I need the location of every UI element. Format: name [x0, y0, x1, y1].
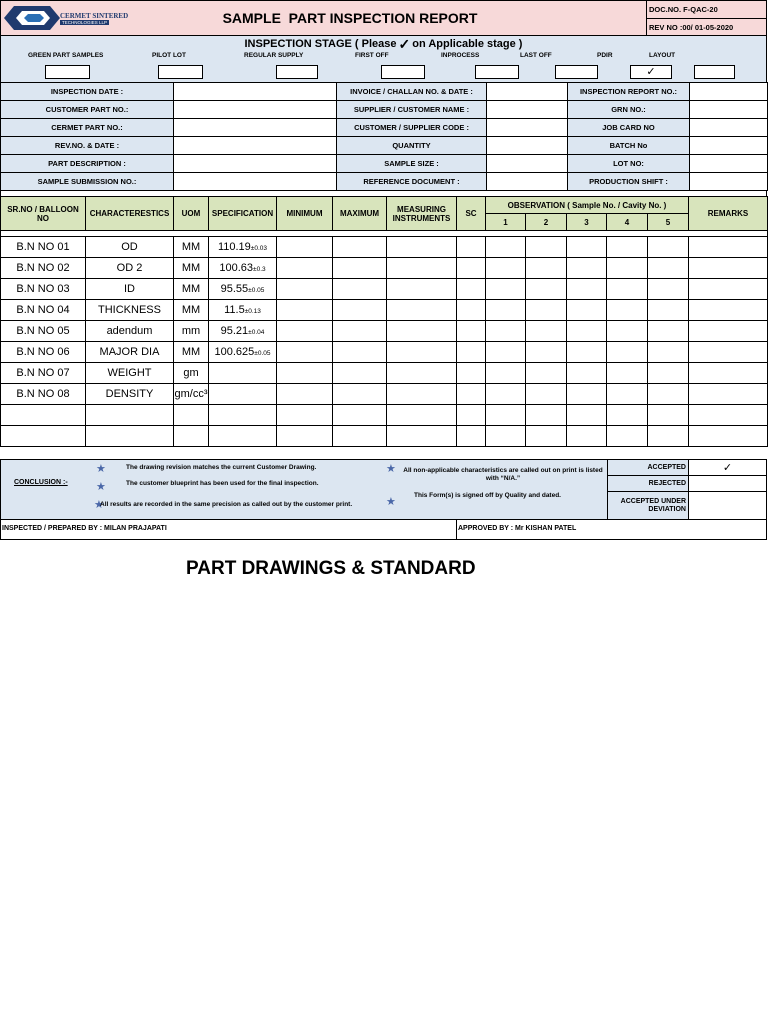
spec-value: 100.63: [219, 262, 254, 274]
info-value-middle[interactable]: [487, 119, 568, 137]
cell-maximum[interactable]: [333, 363, 387, 384]
stage-checkbox-last-off[interactable]: [555, 65, 598, 79]
cell-sc[interactable]: [457, 384, 486, 405]
cell-obs-1[interactable]: [486, 363, 526, 384]
header-maximum: MAXIMUM: [333, 197, 387, 231]
star-icon: ★: [94, 499, 104, 511]
cell-specification: [209, 426, 277, 447]
cell-uom: MM: [174, 279, 209, 300]
stage-label-last-off: LAST OFF: [520, 52, 552, 59]
cell-obs-1[interactable]: [486, 426, 526, 447]
header-uom: UOM: [174, 197, 209, 231]
company-name: CERMET SINTERED: [60, 12, 129, 20]
info-label-right: BATCH No: [568, 137, 690, 155]
info-value-left[interactable]: [174, 119, 337, 137]
revision-number: REV NO :00/ 01-05-2020: [646, 18, 767, 36]
cell-obs-3[interactable]: [567, 405, 607, 426]
header-specification: SPECIFICATION: [209, 197, 277, 231]
cell-obs-4[interactable]: [607, 342, 648, 363]
cell-characteristic: adendum: [86, 321, 174, 342]
stage-label-pilot-lot: PILOT LOT: [152, 52, 186, 59]
status-deviation-label: ACCEPTED UNDER DEVIATION: [607, 491, 689, 520]
cell-minimum[interactable]: [277, 405, 333, 426]
cell-obs-2[interactable]: [526, 405, 567, 426]
cell-characteristic: OD: [86, 237, 174, 258]
cell-obs-1[interactable]: [486, 321, 526, 342]
section-title: PART DRAWINGS & STANDARD: [186, 558, 476, 579]
cell-sc[interactable]: [457, 300, 486, 321]
spec-tolerance: ±0.03: [250, 245, 268, 252]
cell-balloon-no: B.N NO 01: [1, 237, 86, 258]
info-row: [1, 119, 768, 137]
cell-obs-3[interactable]: [567, 342, 607, 363]
cell-specification: [209, 258, 277, 279]
cell-remarks[interactable]: [689, 426, 768, 447]
cell-minimum[interactable]: [277, 258, 333, 279]
header-observation: OBSERVATION ( Sample No. / Cavity No. ): [486, 197, 689, 214]
star-icon: ★: [96, 481, 106, 493]
cell-sc[interactable]: [457, 426, 486, 447]
status-rejected-mark[interactable]: [688, 475, 767, 492]
table-row: [1, 405, 768, 426]
cell-maximum[interactable]: [333, 426, 387, 447]
cell-maximum[interactable]: [333, 300, 387, 321]
table-row: [1, 321, 768, 342]
characteristics-table: [0, 196, 768, 447]
cell-instrument[interactable]: [387, 279, 457, 300]
cell-obs-3[interactable]: [567, 363, 607, 384]
approved-by: APPROVED BY : Mr KISHAN PATEL: [456, 519, 767, 540]
spec-tolerance: ±0.04: [248, 329, 265, 336]
stage-checkbox-pdir[interactable]: ✓: [630, 65, 672, 79]
info-value-right[interactable]: [690, 101, 768, 119]
cell-remarks[interactable]: [689, 237, 768, 258]
spec-tolerance: ±0.3: [253, 266, 266, 273]
cell-obs-4[interactable]: [607, 363, 648, 384]
info-value-middle[interactable]: [487, 83, 568, 101]
cell-remarks[interactable]: [689, 384, 768, 405]
cell-maximum[interactable]: [333, 237, 387, 258]
cell-obs-2[interactable]: [526, 384, 567, 405]
info-label-right: LOT NO:: [568, 155, 690, 173]
cell-uom: MM: [174, 342, 209, 363]
header-srno: SR.NO / BALLOON NO: [1, 197, 86, 231]
cell-sc[interactable]: [457, 237, 486, 258]
header-sample-3: 3: [567, 214, 607, 231]
cell-instrument[interactable]: [387, 384, 457, 405]
cell-maximum[interactable]: [333, 342, 387, 363]
table-row: [1, 237, 768, 258]
info-value-middle[interactable]: [487, 155, 568, 173]
cell-obs-3[interactable]: [567, 426, 607, 447]
spec-tolerance: ±0.13: [244, 308, 261, 315]
cell-characteristic: [86, 426, 174, 447]
cell-specification: [209, 237, 277, 258]
inspection-stage-title: [0, 37, 767, 51]
cell-remarks[interactable]: [689, 363, 768, 384]
cell-instrument[interactable]: [387, 342, 457, 363]
info-label-middle: CUSTOMER / SUPPLIER CODE :: [337, 119, 487, 137]
stage-checkbox-layout[interactable]: [694, 65, 735, 79]
stage-label-pdir: PDIR: [597, 52, 613, 59]
info-label-middle: SUPPLIER / CUSTOMER NAME :: [337, 101, 487, 119]
cell-balloon-no: B.N NO 08: [1, 384, 86, 405]
header-remarks: REMARKS: [689, 197, 768, 231]
cell-minimum[interactable]: [277, 300, 333, 321]
table-row: [1, 258, 768, 279]
cell-uom: [174, 426, 209, 447]
info-row: [1, 137, 768, 155]
info-row: [1, 101, 768, 119]
table-row: [1, 384, 768, 405]
cell-obs-4[interactable]: [607, 279, 648, 300]
cell-maximum[interactable]: [333, 384, 387, 405]
cell-obs-2[interactable]: [526, 321, 567, 342]
cell-sc[interactable]: [457, 363, 486, 384]
cell-uom: MM: [174, 300, 209, 321]
cell-sc[interactable]: [457, 321, 486, 342]
cell-specification: [209, 405, 277, 426]
cell-remarks[interactable]: [689, 300, 768, 321]
cell-minimum[interactable]: [277, 279, 333, 300]
table-row: [1, 426, 768, 447]
spec-value: 11.5: [224, 304, 245, 316]
info-label-left: CUSTOMER PART NO.:: [1, 101, 174, 119]
cell-obs-2[interactable]: [526, 237, 567, 258]
cell-obs-2[interactable]: [526, 426, 567, 447]
cell-obs-3[interactable]: [567, 258, 607, 279]
cell-minimum[interactable]: [277, 363, 333, 384]
star-icon: ★: [386, 496, 396, 508]
cell-obs-3[interactable]: [567, 300, 607, 321]
cell-obs-3[interactable]: [567, 384, 607, 405]
cell-obs-2[interactable]: [526, 279, 567, 300]
part-info-table: [0, 82, 768, 191]
cell-minimum[interactable]: [277, 237, 333, 258]
status-accepted-label: ACCEPTED: [607, 459, 689, 476]
cell-obs-3[interactable]: [567, 321, 607, 342]
header-instruments: MEASURING INSTRUMENTS: [387, 197, 457, 231]
cell-maximum[interactable]: [333, 258, 387, 279]
cell-obs-5[interactable]: [648, 426, 689, 447]
cell-instrument[interactable]: [387, 363, 457, 384]
cell-balloon-no: B.N NO 06: [1, 342, 86, 363]
stage-label-first-off: FIRST OFF: [355, 52, 389, 59]
cell-obs-5[interactable]: [648, 342, 689, 363]
cell-sc[interactable]: [457, 405, 486, 426]
status-rejected-label: REJECTED: [607, 475, 689, 492]
cell-characteristic: OD 2: [86, 258, 174, 279]
cell-specification: [209, 321, 277, 342]
cell-balloon-no: B.N NO 07: [1, 363, 86, 384]
stage-label-green-part: GREEN PART SAMPLES: [28, 52, 104, 59]
cell-maximum[interactable]: [333, 279, 387, 300]
info-value-right[interactable]: [690, 173, 768, 191]
cell-balloon-no: B.N NO 03: [1, 279, 86, 300]
cell-remarks[interactable]: [689, 321, 768, 342]
cell-uom: MM: [174, 258, 209, 279]
info-value-left[interactable]: [174, 83, 337, 101]
cell-minimum[interactable]: [277, 342, 333, 363]
info-value-left[interactable]: [174, 155, 337, 173]
info-label-right: JOB CARD NO: [568, 119, 690, 137]
cell-specification: [209, 279, 277, 300]
cell-obs-1[interactable]: [486, 300, 526, 321]
cell-minimum[interactable]: [277, 384, 333, 405]
cell-obs-4[interactable]: [607, 426, 648, 447]
checkmark-icon: ✓: [398, 35, 411, 52]
info-label-right: GRN NO.:: [568, 101, 690, 119]
cell-obs-5[interactable]: [648, 363, 689, 384]
header-sample-4: 4: [607, 214, 648, 231]
info-value-middle[interactable]: [487, 173, 568, 191]
cell-obs-5[interactable]: [648, 321, 689, 342]
cell-balloon-no: B.N NO 02: [1, 258, 86, 279]
cell-balloon-no: [1, 405, 86, 426]
cell-remarks[interactable]: [689, 258, 768, 279]
cell-obs-2[interactable]: [526, 258, 567, 279]
cell-instrument[interactable]: [387, 321, 457, 342]
cell-sc[interactable]: [457, 258, 486, 279]
spec-value: 110.19: [217, 241, 251, 253]
cell-obs-1[interactable]: [486, 237, 526, 258]
table-row: [1, 300, 768, 321]
cell-specification: [209, 342, 277, 363]
stage-checkbox-regular-supply[interactable]: [276, 65, 318, 79]
cell-remarks[interactable]: [689, 342, 768, 363]
cell-obs-2[interactable]: [526, 342, 567, 363]
info-value-left[interactable]: [174, 137, 337, 155]
cell-instrument[interactable]: [387, 405, 457, 426]
info-row: [1, 173, 768, 191]
cell-maximum[interactable]: [333, 405, 387, 426]
header-sample-1: 1: [486, 214, 526, 231]
spec-tolerance: ±0.05: [248, 287, 265, 294]
stage-checkbox-pilot-lot[interactable]: [158, 65, 203, 79]
star-icon: ★: [96, 463, 106, 475]
cell-obs-5[interactable]: [648, 384, 689, 405]
info-row: [1, 83, 768, 101]
info-label-middle: QUANTITY: [337, 137, 487, 155]
header-characteristics: CHARACTERESTICS: [86, 197, 174, 231]
cell-minimum[interactable]: [277, 426, 333, 447]
cell-obs-4[interactable]: [607, 300, 648, 321]
conclusion-note-2: The customer blueprint has been used for the final inspection.: [126, 480, 319, 487]
info-value-right[interactable]: [690, 137, 768, 155]
info-label-middle: SAMPLE SIZE :: [337, 155, 487, 173]
stage-checkbox-first-off[interactable]: [381, 65, 425, 79]
table-row: [1, 279, 768, 300]
cell-obs-4[interactable]: [607, 384, 648, 405]
cell-instrument[interactable]: [387, 426, 457, 447]
info-label-right: INSPECTION REPORT NO.:: [568, 83, 690, 101]
cell-obs-3[interactable]: [567, 237, 607, 258]
conclusion-note-1: The drawing revision matches the current Customer Drawing.: [126, 464, 317, 471]
spec-value: 100.625: [214, 346, 255, 358]
info-value-right[interactable]: [690, 119, 768, 137]
cell-obs-4[interactable]: [607, 258, 648, 279]
inspected-by: INSPECTED / PREPARED BY : MILAN PRAJAPATI: [0, 519, 457, 540]
stage-title-before: INSPECTION STAGE ( Please: [244, 38, 397, 50]
cell-uom: MM: [174, 237, 209, 258]
info-value-left[interactable]: [174, 101, 337, 119]
cell-maximum[interactable]: [333, 321, 387, 342]
cell-obs-1[interactable]: [486, 405, 526, 426]
conclusion-label: CONCLUSION :-: [14, 479, 68, 486]
stage-checkbox-green-part[interactable]: [45, 65, 90, 79]
cell-characteristic: DENSITY: [86, 384, 174, 405]
conclusion-note-3: All results are recorded in the same precision as called out by the customer print.: [100, 501, 353, 508]
table-row: [1, 363, 768, 384]
cell-obs-5[interactable]: [648, 258, 689, 279]
cell-obs-4[interactable]: [607, 237, 648, 258]
cell-instrument[interactable]: [387, 258, 457, 279]
stage-title-after: on Applicable stage ): [412, 38, 523, 50]
cell-obs-5[interactable]: [648, 300, 689, 321]
spec-value: 95.21: [220, 325, 249, 337]
cell-obs-1[interactable]: [486, 342, 526, 363]
cell-obs-5[interactable]: [648, 279, 689, 300]
spec-value: 95.55: [220, 283, 249, 295]
cell-obs-5[interactable]: [648, 237, 689, 258]
cell-obs-5[interactable]: [648, 405, 689, 426]
cell-obs-2[interactable]: [526, 300, 567, 321]
cell-obs-4[interactable]: [607, 321, 648, 342]
header-minimum: MINIMUM: [277, 197, 333, 231]
cell-remarks[interactable]: [689, 279, 768, 300]
info-label-left: PART DESCRIPTION :: [1, 155, 174, 173]
cell-uom: gm/cc³: [174, 384, 209, 405]
cell-obs-1[interactable]: [486, 384, 526, 405]
cell-balloon-no: B.N NO 04: [1, 300, 86, 321]
company-logo: [4, 4, 140, 32]
company-subname: TECHNOLOGIES LLP: [62, 20, 108, 25]
header-sample-2: 2: [526, 214, 567, 231]
cell-specification: [209, 384, 277, 405]
conclusion-note-4: All non-applicable characteristics are called out on print is listed with “N/A.”: [403, 467, 603, 482]
cell-instrument[interactable]: [387, 300, 457, 321]
stage-checkbox-inprocess[interactable]: [475, 65, 519, 79]
logo-emblem-icon: [4, 4, 60, 32]
info-label-left: INSPECTION DATE :: [1, 83, 174, 101]
header-sc: SC: [457, 197, 486, 231]
cell-balloon-no: B.N NO 05: [1, 321, 86, 342]
status-accepted-mark[interactable]: ✓: [688, 459, 767, 476]
info-row: [1, 155, 768, 173]
cell-obs-3[interactable]: [567, 279, 607, 300]
header-sample-5: 5: [648, 214, 689, 231]
star-icon: ★: [386, 463, 396, 475]
info-value-right[interactable]: [690, 83, 768, 101]
spec-tolerance: ±0.05: [254, 350, 271, 357]
report-title: SAMPLE PART INSPECTION REPORT: [222, 10, 478, 26]
cell-specification: [209, 363, 277, 384]
info-value-middle[interactable]: [487, 137, 568, 155]
info-value-right[interactable]: [690, 155, 768, 173]
stage-label-layout: LAYOUT: [649, 52, 676, 59]
cell-characteristic: WEIGHT: [86, 363, 174, 384]
cell-uom: [174, 405, 209, 426]
info-value-middle[interactable]: [487, 101, 568, 119]
cell-characteristic: THICKNESS: [86, 300, 174, 321]
info-label-left: REV.NO. & DATE :: [1, 137, 174, 155]
cell-specification: [209, 300, 277, 321]
cell-uom: gm: [174, 363, 209, 384]
stage-label-inprocess: INPROCESS: [441, 52, 480, 59]
cell-sc[interactable]: [457, 342, 486, 363]
cell-characteristic: ID: [86, 279, 174, 300]
cell-characteristic: MAJOR DIA: [86, 342, 174, 363]
cell-obs-4[interactable]: [607, 405, 648, 426]
cell-balloon-no: [1, 426, 86, 447]
stage-label-regular-supply: REGULAR SUPPLY: [244, 52, 304, 59]
cell-uom: mm: [174, 321, 209, 342]
cell-minimum[interactable]: [277, 321, 333, 342]
info-label-left: SAMPLE SUBMISSION NO.:: [1, 173, 174, 191]
cell-obs-1[interactable]: [486, 258, 526, 279]
info-value-left[interactable]: [174, 173, 337, 191]
cell-sc[interactable]: [457, 279, 486, 300]
cell-obs-1[interactable]: [486, 279, 526, 300]
info-label-left: CERMET PART NO.:: [1, 119, 174, 137]
status-deviation-mark[interactable]: [688, 491, 767, 520]
cell-instrument[interactable]: [387, 237, 457, 258]
cell-remarks[interactable]: [689, 405, 768, 426]
info-label-middle: INVOICE / CHALLAN NO. & DATE :: [337, 83, 487, 101]
doc-number: DOC.NO. F-QAC-20: [646, 0, 767, 19]
info-label-right: PRODUCTION SHIFT :: [568, 173, 690, 191]
info-label-middle: REFERENCE DOCUMENT :: [337, 173, 487, 191]
cell-obs-2[interactable]: [526, 363, 567, 384]
table-row: [1, 342, 768, 363]
conclusion-note-5: This Form(s) is signed off by Quality and dated.: [414, 492, 561, 499]
cell-characteristic: [86, 405, 174, 426]
